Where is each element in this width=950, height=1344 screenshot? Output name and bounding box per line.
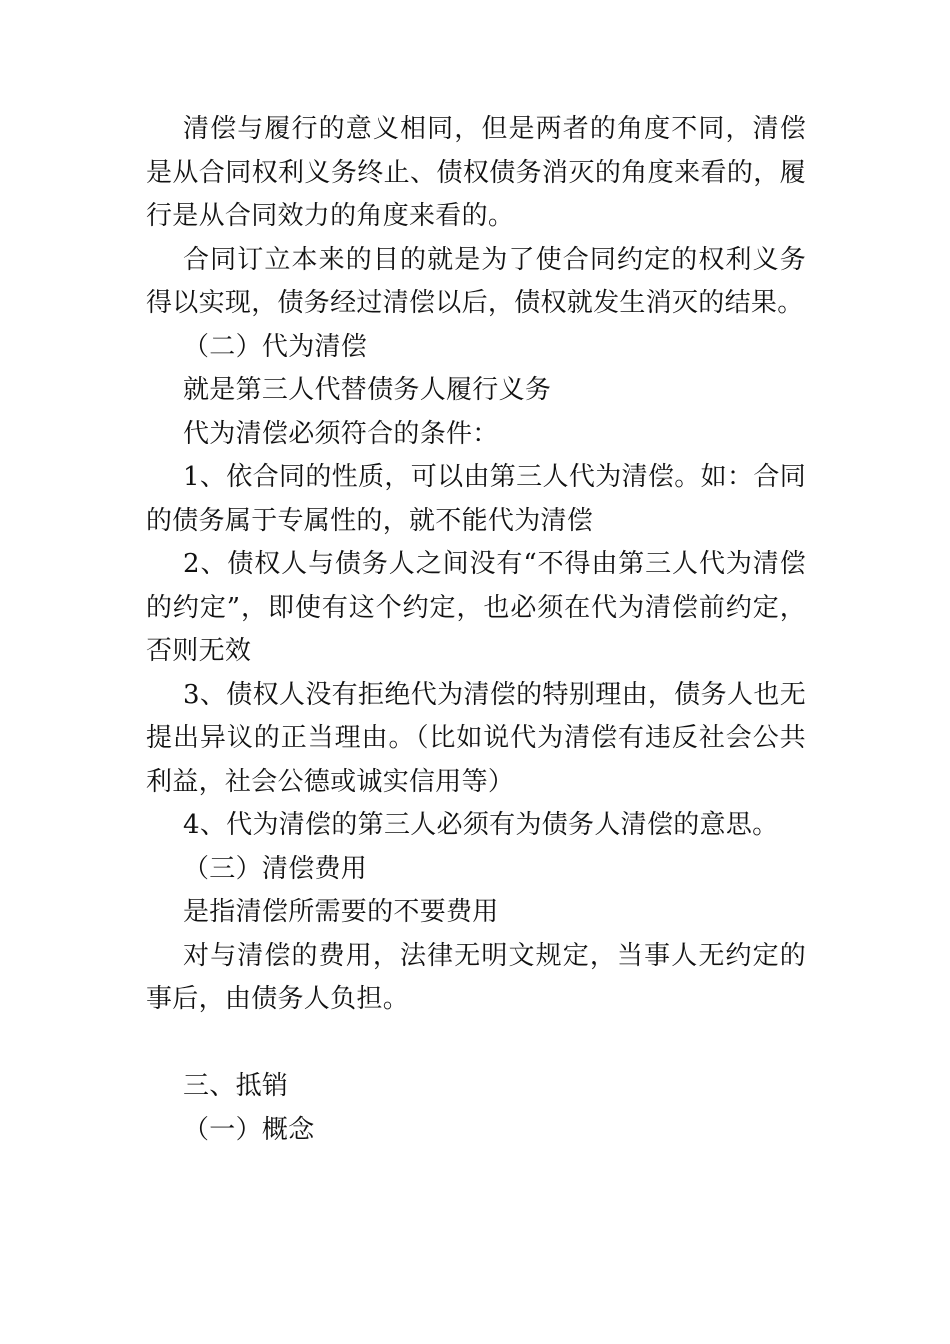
section-heading-settlement-costs: （三）清偿费用 <box>183 853 368 884</box>
list-item-condition-1: 1、依合同的性质，可以由第三人代为清偿。如：合同的债务属于专属性的，就不能代为清偿 <box>146 462 806 536</box>
section-heading-set-off: 三、抵销 <box>183 1071 289 1101</box>
list-item-condition-2: 2、债权人与债务人之间没有“不得由第三人代为清偿的约定”，即使有这个约定，也必须在代为清偿前约定，否则无效 <box>146 549 806 666</box>
paragraph-contract-purpose: 合同订立本来的目的就是为了使合同约定的权利义务得以实现，债务经过清偿以后，债权就发生消灭的结果。 <box>146 244 806 318</box>
list-item-condition-3: 3、债权人没有拒绝代为清偿的特别理由，债务人也无提出异议的正当理由。（比如说代为清偿有违反社会公共利益，社会公德或诚实信用等） <box>146 679 806 797</box>
blank-line <box>146 1022 806 1066</box>
paragraph-costs-definition: 是指清偿所需要的不要费用 <box>183 897 499 927</box>
section-heading-concept: （一）概念 <box>183 1114 315 1145</box>
paragraph-conditions-intro: 代为清偿必须符合的条件： <box>183 418 499 449</box>
paragraph-definition: 就是第三人代替债务人履行义务 <box>183 375 552 405</box>
paragraph-settlement-vs-performance: 清偿与履行的意义相同，但是两者的角度不同，清偿是从合同权利义务终止、债权债务消灭的角度来看的，履行是从合同效力的角度来看的。 <box>146 114 806 231</box>
list-item-condition-4: 4、代为清偿的第三人必须有为债务人清偿的意思。 <box>183 810 779 840</box>
section-heading-substitute-settlement: （二）代为清偿 <box>183 331 368 362</box>
paragraph-costs-burden: 对与清偿的费用，法律无明文规定，当事人无约定的事后，由债务人负担。 <box>146 940 806 1014</box>
document-body <box>146 108 806 1152</box>
